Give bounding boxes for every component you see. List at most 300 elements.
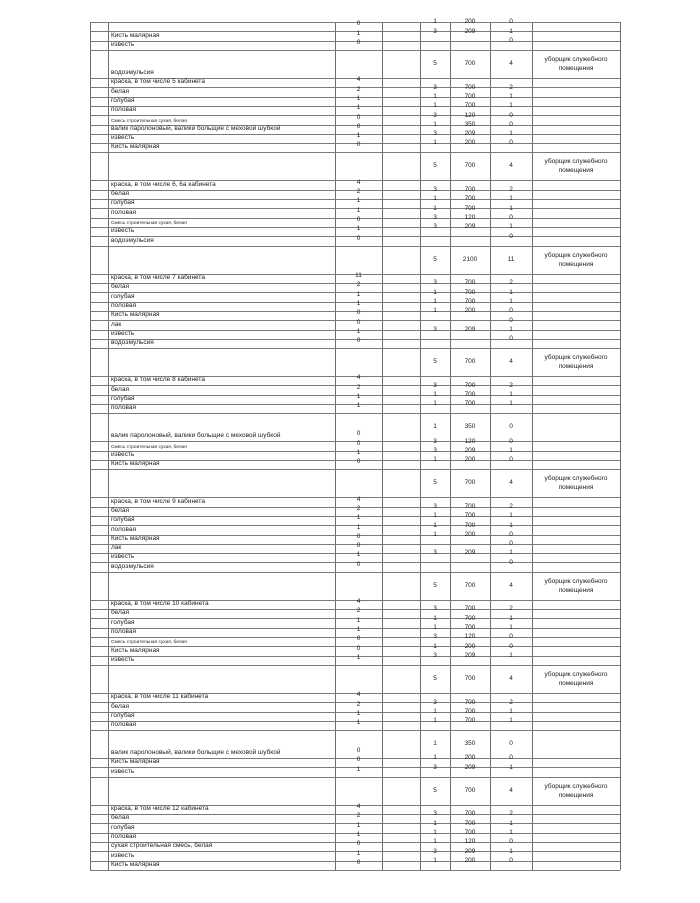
item-col6: 1 xyxy=(509,92,513,100)
item-col5: 120 xyxy=(464,111,476,119)
item-col6: 1 xyxy=(509,549,513,557)
item-name: половая xyxy=(111,628,136,636)
item-col6: 1 xyxy=(509,400,513,408)
responsible-person: уборщик служебного помещения xyxy=(544,158,608,175)
item-col6: 1 xyxy=(509,204,513,212)
item-qty: 4 xyxy=(356,76,361,84)
item-col4: 1 xyxy=(433,819,437,827)
item-col6: 1 xyxy=(509,614,513,622)
item-col6: 1 xyxy=(509,651,513,659)
item-qty: 0 xyxy=(356,216,361,223)
item-col4: 3 xyxy=(433,651,437,659)
item-qty: 1 xyxy=(356,104,361,112)
item-col6: 1 xyxy=(509,223,513,231)
item-qty: 1 xyxy=(356,225,361,233)
item-col6: 1 xyxy=(509,102,513,110)
item-col4: 1 xyxy=(433,857,437,864)
item-col4: 1 xyxy=(433,614,437,622)
item-col4: 1 xyxy=(433,512,437,520)
item-name: голубая xyxy=(111,823,135,831)
item-col6: 0 xyxy=(509,307,513,315)
item-qty: 0 xyxy=(356,430,361,438)
item-col4: 1 xyxy=(433,530,437,538)
item-col5: 700 xyxy=(464,92,476,100)
item-col5: 200 xyxy=(464,139,476,147)
item-col6: 1 xyxy=(509,512,513,520)
item-col4: 3 xyxy=(433,279,437,287)
item-qty: 1 xyxy=(356,821,361,829)
item-name: краска, в том числе 9 кабинета xyxy=(111,497,205,505)
item-qty: 1 xyxy=(356,94,361,102)
item-col4: 1 xyxy=(433,307,437,315)
item-col5: 200 xyxy=(464,307,476,315)
item-name: белая xyxy=(111,385,129,393)
item-name: Смесь строительная сухая, белая xyxy=(111,221,187,226)
item-name: Кисть малярная xyxy=(111,758,160,766)
item-name: белая xyxy=(111,609,129,617)
item-col5: 700 xyxy=(464,102,476,110)
item-name: краска, в том числе 6, 6а кабинета xyxy=(111,180,216,188)
item-col6: 0 xyxy=(509,754,513,762)
item-name: голубая xyxy=(111,395,135,403)
item-name: половая xyxy=(111,525,136,533)
item-col4: 3 xyxy=(433,381,437,389)
item-col5: 209 xyxy=(464,27,476,35)
row-rule xyxy=(90,152,620,153)
item-col4: 5 xyxy=(433,358,437,366)
item-qty: 0 xyxy=(356,560,361,568)
item-qty: 0 xyxy=(356,859,361,866)
item-col4: 1 xyxy=(433,740,437,748)
item-qty: 1 xyxy=(356,653,361,661)
item-qty: 1 xyxy=(356,290,361,298)
item-name: голубая xyxy=(111,618,135,626)
item-col4: 1 xyxy=(433,707,437,715)
item-col4: 3 xyxy=(433,214,437,221)
row-rule xyxy=(90,469,620,470)
item-qty: 1 xyxy=(356,393,361,401)
item-col5: 209 xyxy=(464,446,476,454)
item-name: белая xyxy=(111,190,129,198)
item-col4: 5 xyxy=(433,479,437,487)
item-col6: 4 xyxy=(509,581,513,589)
item-col5: 700 xyxy=(464,381,476,389)
item-col6: 0 xyxy=(509,838,513,846)
item-col4: 1 xyxy=(433,624,437,632)
item-name: краска, в том числе 12 кабинета xyxy=(111,805,209,813)
item-qty: 4 xyxy=(356,803,361,811)
item-col4: 1 xyxy=(433,204,437,212)
column-rule xyxy=(108,22,109,870)
item-name: краска, в том числе 11 кабинета xyxy=(111,693,209,701)
item-col4: 1 xyxy=(433,838,437,846)
responsible-person: уборщик служебного помещения xyxy=(544,251,608,268)
item-col4: 3 xyxy=(433,847,437,855)
item-col4: 1 xyxy=(433,717,437,725)
responsible-person: уборщик служебного помещения xyxy=(544,354,608,371)
item-col4: 1 xyxy=(433,391,437,399)
item-col5: 200 xyxy=(464,754,476,762)
item-col6: 2 xyxy=(509,186,513,194)
item-qty: 1 xyxy=(356,197,361,205)
item-name: краска, в том числе 8 кабинета xyxy=(111,376,205,384)
item-name: половая xyxy=(111,404,136,412)
row-rule xyxy=(90,348,620,349)
row-rule xyxy=(90,413,620,414)
item-name: краска, в том числе 7 кабинета xyxy=(111,273,205,281)
item-name: валик паролоновый, валики больщие с меховой шубкой xyxy=(111,124,281,132)
item-col4: 1 xyxy=(433,92,437,100)
item-col6: 11 xyxy=(507,255,515,263)
item-col6: 2 xyxy=(509,381,513,389)
item-col4: 3 xyxy=(433,502,437,510)
item-col5: 350 xyxy=(464,740,476,748)
item-col5: 700 xyxy=(464,605,476,613)
responsible-person: уборщик служебного помещения xyxy=(544,670,608,687)
item-col6: 1 xyxy=(509,707,513,715)
item-col6: 0 xyxy=(509,642,513,650)
column-rule xyxy=(90,22,91,870)
item-col4: 3 xyxy=(433,633,437,641)
item-qty: 1 xyxy=(356,831,361,839)
item-qty: 1 xyxy=(356,616,361,624)
item-col5: 209 xyxy=(464,847,476,855)
item-col6: 0 xyxy=(509,111,513,119)
responsible-person: уборщик служебного помещения xyxy=(544,782,608,799)
item-col5: 700 xyxy=(464,204,476,212)
row-rule xyxy=(90,665,620,666)
item-col4: 3 xyxy=(433,83,437,91)
item-col6: 4 xyxy=(509,786,513,794)
item-qty: 2 xyxy=(356,504,361,512)
item-col5: 209 xyxy=(464,763,476,771)
item-col4: 1 xyxy=(433,288,437,296)
item-col6: 0 xyxy=(509,558,513,566)
item-name: Смесь строительная сухая, белая xyxy=(111,118,187,124)
item-col5: 209 xyxy=(464,549,476,557)
item-col4: 3 xyxy=(433,186,437,194)
row-rule xyxy=(90,870,620,871)
item-col6: 1 xyxy=(509,325,513,333)
item-col4: 5 xyxy=(433,255,437,263)
column-rule xyxy=(620,22,621,870)
item-col5: 700 xyxy=(464,819,476,827)
item-col6: 0 xyxy=(509,456,513,464)
item-name: половая xyxy=(111,208,136,216)
item-col6: 4 xyxy=(509,479,513,487)
item-qty: 1 xyxy=(356,206,361,214)
item-col4: 3 xyxy=(433,437,437,445)
item-col6: 0 xyxy=(509,857,513,864)
item-col5: 700 xyxy=(464,59,476,67)
item-col4: 1 xyxy=(433,521,437,529)
item-col6: 0 xyxy=(509,540,513,548)
item-name: Смесь строительная сухая, белая xyxy=(111,444,187,450)
item-qty: 1 xyxy=(356,132,361,140)
item-col6: 0 xyxy=(509,214,513,221)
item-qty: 1 xyxy=(356,29,361,37)
item-col5: 700 xyxy=(464,479,476,487)
item-name: валик паролоновый, валики больщие с меховой шубкой xyxy=(111,432,281,440)
item-col6: 0 xyxy=(509,36,513,44)
item-col6: 1 xyxy=(509,27,513,35)
item-col4: 1 xyxy=(433,754,437,762)
item-col6: 2 xyxy=(509,83,513,91)
item-col5: 120 xyxy=(464,437,476,445)
item-col5: 200 xyxy=(464,857,476,864)
item-col6: 2 xyxy=(509,279,513,287)
item-col4: 5 xyxy=(433,581,437,589)
item-name: водоэмульсия xyxy=(111,339,154,347)
item-col4: 1 xyxy=(433,297,437,305)
item-col4: 1 xyxy=(433,829,437,837)
item-qty: 0 xyxy=(356,141,361,149)
item-name: водоэмульсия xyxy=(111,562,154,570)
item-col6: 1 xyxy=(509,288,513,296)
item-col5: 700 xyxy=(464,512,476,520)
item-col4: 3 xyxy=(433,130,437,138)
item-col6: 1 xyxy=(509,130,513,138)
item-col4: 3 xyxy=(433,111,437,119)
item-name: половая xyxy=(111,106,136,114)
item-qty: 1 xyxy=(356,849,361,857)
item-qty: 4 xyxy=(356,374,361,382)
item-col6: 1 xyxy=(509,446,513,454)
item-qty: 0 xyxy=(356,840,361,848)
item-col4: 5 xyxy=(433,674,437,682)
item-col6: 4 xyxy=(509,162,513,170)
item-col4: 1 xyxy=(433,139,437,147)
item-col5: 209 xyxy=(464,325,476,333)
item-col6: 4 xyxy=(509,674,513,682)
item-col5: 700 xyxy=(464,297,476,305)
item-col6: 1 xyxy=(509,847,513,855)
item-col6: 0 xyxy=(509,232,513,240)
item-col5: 200 xyxy=(464,530,476,538)
item-col4: 5 xyxy=(433,786,437,794)
item-qty: 2 xyxy=(356,281,361,289)
item-name: известь xyxy=(111,227,135,235)
item-col5: 700 xyxy=(464,624,476,632)
item-col6: 1 xyxy=(509,717,513,725)
item-name: лак xyxy=(111,320,122,328)
item-qty: 0 xyxy=(356,38,361,46)
item-name: голубая xyxy=(111,516,135,524)
item-name: половая xyxy=(111,833,136,841)
item-col4: 1 xyxy=(433,102,437,110)
item-col6: 0 xyxy=(509,423,513,431)
item-qty: 0 xyxy=(356,337,361,345)
item-qty: 0 xyxy=(356,318,361,326)
item-col5: 700 xyxy=(464,288,476,296)
item-qty: 0 xyxy=(356,532,361,540)
item-name: известь xyxy=(111,134,135,142)
item-qty: 0 xyxy=(356,439,361,447)
item-col4: 3 xyxy=(433,549,437,557)
column-rule xyxy=(382,22,383,870)
item-col5: 700 xyxy=(464,810,476,818)
item-col6: 0 xyxy=(509,18,513,26)
item-col4: 3 xyxy=(433,810,437,818)
item-col5: 700 xyxy=(464,186,476,194)
item-col6: 1 xyxy=(509,624,513,632)
item-name: известь xyxy=(111,553,135,561)
item-name: водоэмульсия xyxy=(111,68,154,76)
item-name: белая xyxy=(111,814,129,822)
item-col6: 1 xyxy=(509,829,513,837)
item-name: голубая xyxy=(111,199,135,207)
item-col6: 2 xyxy=(509,698,513,706)
item-name: Кисть малярная xyxy=(111,143,160,151)
item-col5: 209 xyxy=(464,223,476,231)
item-qty: 4 xyxy=(356,178,361,186)
item-qty: 1 xyxy=(356,514,361,522)
item-col6: 1 xyxy=(509,819,513,827)
item-qty: 0 xyxy=(356,20,361,28)
item-col4: 3 xyxy=(433,763,437,771)
responsible-person: уборщик служебного помещения xyxy=(544,475,608,492)
item-col4: 1 xyxy=(433,456,437,464)
item-col5: 120 xyxy=(464,633,476,641)
item-col5: 700 xyxy=(464,829,476,837)
item-qty: 0 xyxy=(356,644,361,652)
item-col6: 1 xyxy=(509,521,513,529)
item-name: голубая xyxy=(111,711,135,719)
row-rule xyxy=(90,730,620,731)
item-col5: 209 xyxy=(464,651,476,659)
item-col4: 3 xyxy=(433,223,437,231)
item-name: сухая строительная смесь, белая xyxy=(111,842,213,850)
item-name: Кисть малярная xyxy=(111,31,160,39)
item-col5: 200 xyxy=(464,456,476,464)
item-qty: 1 xyxy=(356,709,361,717)
item-name: водоэмульсия xyxy=(111,236,154,244)
item-qty: 4 xyxy=(356,495,361,503)
item-col6: 0 xyxy=(509,633,513,641)
item-col5: 700 xyxy=(464,162,476,170)
item-col6: 0 xyxy=(509,139,513,147)
item-col5: 700 xyxy=(464,195,476,203)
item-col6: 4 xyxy=(509,59,513,67)
item-qty: 2 xyxy=(356,607,361,615)
item-col4: 3 xyxy=(433,605,437,613)
item-qty: 1 xyxy=(356,719,361,727)
item-qty: 1 xyxy=(356,299,361,307)
item-col5: 700 xyxy=(464,786,476,794)
item-col6: 0 xyxy=(509,530,513,538)
item-qty: 2 xyxy=(356,700,361,708)
item-col5: 200 xyxy=(464,642,476,650)
item-col6: 2 xyxy=(509,810,513,818)
item-qty: 0 xyxy=(356,122,361,130)
item-col5: 700 xyxy=(464,581,476,589)
item-col5: 700 xyxy=(464,614,476,622)
item-col6: 1 xyxy=(509,391,513,399)
item-name: голубая xyxy=(111,292,135,300)
item-qty: 0 xyxy=(356,756,361,764)
item-col4: 1 xyxy=(433,195,437,203)
column-rule xyxy=(532,22,533,870)
item-name: известь xyxy=(111,450,135,458)
item-col4: 3 xyxy=(433,325,437,333)
item-qty: 0 xyxy=(356,635,361,643)
item-name: Кисть малярная xyxy=(111,861,160,868)
item-col5: 200 xyxy=(464,18,476,26)
item-qty: 1 xyxy=(356,402,361,410)
item-qty: 0 xyxy=(356,458,361,466)
item-name: Кисть малярная xyxy=(111,534,160,542)
item-qty: 1 xyxy=(356,551,361,559)
item-col6: 2 xyxy=(509,605,513,613)
responsible-person: уборщик служебного помещения xyxy=(544,577,608,594)
item-col5: 700 xyxy=(464,391,476,399)
item-name: лак xyxy=(111,544,122,552)
item-name: краска, в том числе 10 кабинета xyxy=(111,600,209,608)
item-name: валик паролоновый, валики больщие с меховой шубкой xyxy=(111,749,281,757)
item-col5: 350 xyxy=(464,423,476,431)
item-qty: 1 xyxy=(356,523,361,531)
item-col6: 1 xyxy=(509,195,513,203)
item-name: белая xyxy=(111,87,129,95)
row-rule xyxy=(90,246,620,247)
item-col4: 5 xyxy=(433,162,437,170)
item-name: Смесь строительная сухая, белая xyxy=(111,640,187,646)
item-qty: 1 xyxy=(356,626,361,634)
item-qty: 0 xyxy=(356,234,361,242)
item-qty: 1 xyxy=(356,327,361,335)
item-col6: 1 xyxy=(509,297,513,305)
item-qty: 1 xyxy=(356,448,361,456)
row-rule xyxy=(90,777,620,778)
item-col6: 1 xyxy=(509,763,513,771)
item-qty: 2 xyxy=(356,812,361,820)
row-rule xyxy=(90,50,620,51)
item-col5: 2100 xyxy=(462,255,478,263)
item-col6: 0 xyxy=(509,335,513,343)
item-col4: 1 xyxy=(433,120,437,128)
item-col5: 700 xyxy=(464,717,476,725)
item-qty: 2 xyxy=(356,383,361,391)
item-name: белая xyxy=(111,506,129,514)
item-col4: 1 xyxy=(433,400,437,408)
item-col5: 700 xyxy=(464,400,476,408)
item-name: известь xyxy=(111,40,135,48)
item-col5: 700 xyxy=(464,358,476,366)
item-col6: 0 xyxy=(509,437,513,445)
item-name: половая xyxy=(111,301,136,309)
item-col5: 700 xyxy=(464,674,476,682)
item-col5: 700 xyxy=(464,502,476,510)
item-name: белая xyxy=(111,702,129,710)
item-name: половая xyxy=(111,721,136,729)
item-name: известь xyxy=(111,851,135,859)
item-qty: 0 xyxy=(356,113,361,121)
item-qty: 0 xyxy=(356,747,361,755)
item-col4: 5 xyxy=(433,59,437,67)
item-col5: 700 xyxy=(464,698,476,706)
item-col6: 4 xyxy=(509,358,513,366)
item-col5: 209 xyxy=(464,130,476,138)
item-col5: 700 xyxy=(464,279,476,287)
item-col5: 700 xyxy=(464,83,476,91)
item-col4: 3 xyxy=(433,27,437,35)
item-qty: 2 xyxy=(356,85,361,93)
item-name: Кисть малярная xyxy=(111,646,160,654)
item-name: белая xyxy=(111,283,129,291)
item-col6: 0 xyxy=(509,740,513,748)
item-col5: 120 xyxy=(464,214,476,221)
item-name: известь xyxy=(111,767,135,775)
